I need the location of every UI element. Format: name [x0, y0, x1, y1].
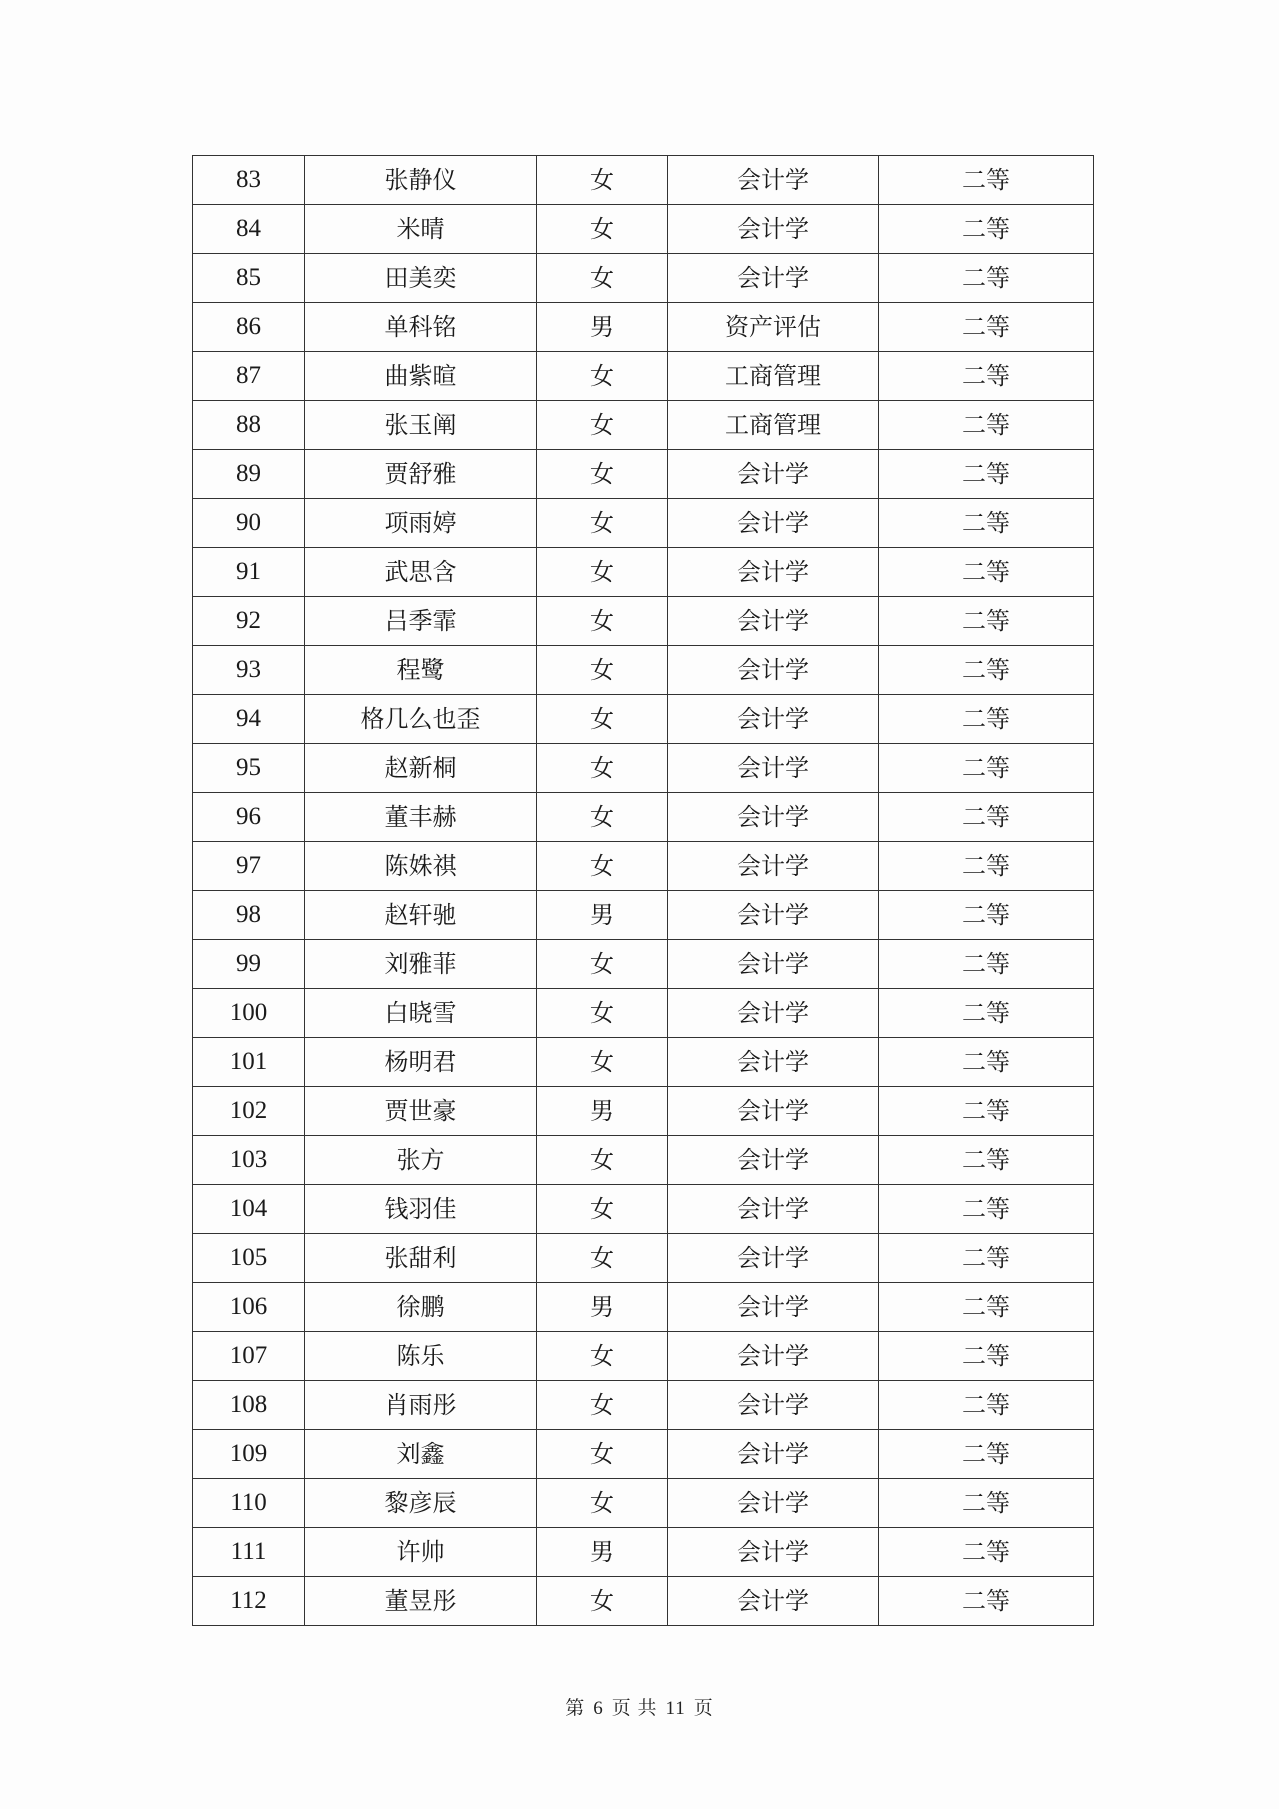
student-name-cell: 曲紫暄	[305, 352, 537, 401]
gender-cell: 男	[537, 891, 668, 940]
table-row	[193, 1528, 1094, 1577]
student-name-cell: 张静仪	[305, 156, 537, 205]
table-row	[193, 1234, 1094, 1283]
table-row	[193, 1430, 1094, 1479]
row-number-cell: 97	[193, 842, 305, 891]
gender-cell: 男	[537, 1283, 668, 1332]
award-level-cell: 二等	[879, 1087, 1094, 1136]
gender-cell: 女	[537, 205, 668, 254]
row-number-cell: 98	[193, 891, 305, 940]
student-name-cell: 米晴	[305, 205, 537, 254]
award-level-cell: 二等	[879, 1332, 1094, 1381]
major-cell: 会计学	[668, 1528, 879, 1577]
table-row	[193, 793, 1094, 842]
major-cell: 会计学	[668, 1332, 879, 1381]
row-number-cell: 100	[193, 989, 305, 1038]
award-level-cell: 二等	[879, 793, 1094, 842]
gender-cell: 女	[537, 744, 668, 793]
award-level-cell: 二等	[879, 597, 1094, 646]
award-level-cell: 二等	[879, 401, 1094, 450]
table-row	[193, 1185, 1094, 1234]
student-name-cell: 赵新桐	[305, 744, 537, 793]
row-number-cell: 102	[193, 1087, 305, 1136]
award-level-cell: 二等	[879, 1577, 1094, 1626]
student-name-cell: 格几么也歪	[305, 695, 537, 744]
student-name-cell: 张玉阐	[305, 401, 537, 450]
award-level-cell: 二等	[879, 254, 1094, 303]
student-name-cell: 张甜利	[305, 1234, 537, 1283]
table-row	[193, 499, 1094, 548]
major-cell: 会计学	[668, 1185, 879, 1234]
row-number-cell: 88	[193, 401, 305, 450]
gender-cell: 女	[537, 1577, 668, 1626]
table-row	[193, 450, 1094, 499]
student-name-cell: 刘鑫	[305, 1430, 537, 1479]
gender-cell: 女	[537, 1381, 668, 1430]
row-number-cell: 96	[193, 793, 305, 842]
award-level-cell: 二等	[879, 1430, 1094, 1479]
major-cell: 会计学	[668, 940, 879, 989]
gender-cell: 女	[537, 842, 668, 891]
gender-cell: 女	[537, 352, 668, 401]
gender-cell: 女	[537, 793, 668, 842]
row-number-cell: 109	[193, 1430, 305, 1479]
row-number-cell: 89	[193, 450, 305, 499]
student-name-cell: 刘雅菲	[305, 940, 537, 989]
major-cell: 会计学	[668, 1479, 879, 1528]
gender-cell: 女	[537, 646, 668, 695]
award-level-cell: 二等	[879, 1528, 1094, 1577]
row-number-cell: 86	[193, 303, 305, 352]
row-number-cell: 94	[193, 695, 305, 744]
gender-cell: 女	[537, 450, 668, 499]
table-row	[193, 303, 1094, 352]
student-name-cell: 陈乐	[305, 1332, 537, 1381]
major-cell: 工商管理	[668, 352, 879, 401]
row-number-cell: 108	[193, 1381, 305, 1430]
major-cell: 会计学	[668, 793, 879, 842]
table-row	[193, 254, 1094, 303]
major-cell: 会计学	[668, 597, 879, 646]
student-name-cell: 董丰赫	[305, 793, 537, 842]
major-cell: 会计学	[668, 695, 879, 744]
gender-cell: 女	[537, 156, 668, 205]
table-row	[193, 1332, 1094, 1381]
award-level-cell: 二等	[879, 352, 1094, 401]
gender-cell: 女	[537, 401, 668, 450]
gender-cell: 男	[537, 1087, 668, 1136]
student-name-cell: 项雨婷	[305, 499, 537, 548]
award-level-cell: 二等	[879, 156, 1094, 205]
table-row	[193, 597, 1094, 646]
row-number-cell: 91	[193, 548, 305, 597]
award-level-cell: 二等	[879, 989, 1094, 1038]
major-cell: 会计学	[668, 842, 879, 891]
gender-cell: 女	[537, 499, 668, 548]
table-row	[193, 1283, 1094, 1332]
row-number-cell: 106	[193, 1283, 305, 1332]
table-row	[193, 1479, 1094, 1528]
student-name-cell: 程鹭	[305, 646, 537, 695]
student-name-cell: 徐鹏	[305, 1283, 537, 1332]
table-row	[193, 1087, 1094, 1136]
award-level-cell: 二等	[879, 1283, 1094, 1332]
table-row	[193, 156, 1094, 205]
row-number-cell: 90	[193, 499, 305, 548]
student-name-cell: 田美奕	[305, 254, 537, 303]
row-number-cell: 92	[193, 597, 305, 646]
award-level-cell: 二等	[879, 303, 1094, 352]
student-name-cell: 武思含	[305, 548, 537, 597]
major-cell: 会计学	[668, 1283, 879, 1332]
major-cell: 会计学	[668, 1430, 879, 1479]
table-row	[193, 646, 1094, 695]
major-cell: 会计学	[668, 989, 879, 1038]
major-cell: 会计学	[668, 548, 879, 597]
major-cell: 会计学	[668, 744, 879, 793]
table-row	[193, 1038, 1094, 1087]
gender-cell: 女	[537, 548, 668, 597]
roster-body	[193, 156, 1094, 1626]
award-level-cell: 二等	[879, 646, 1094, 695]
student-name-cell: 赵轩驰	[305, 891, 537, 940]
footer-page-number: 6	[593, 1698, 604, 1719]
row-number-cell: 105	[193, 1234, 305, 1283]
gender-cell: 女	[537, 989, 668, 1038]
table-row	[193, 1577, 1094, 1626]
student-name-cell: 单科铭	[305, 303, 537, 352]
award-level-cell: 二等	[879, 499, 1094, 548]
gender-cell: 男	[537, 1528, 668, 1577]
gender-cell: 女	[537, 597, 668, 646]
gender-cell: 女	[537, 1038, 668, 1087]
footer-suffix: 页	[693, 1698, 714, 1719]
student-name-cell: 贾世豪	[305, 1087, 537, 1136]
gender-cell: 女	[537, 254, 668, 303]
award-level-cell: 二等	[879, 548, 1094, 597]
student-name-cell: 许帅	[305, 1528, 537, 1577]
award-level-cell: 二等	[879, 1136, 1094, 1185]
row-number-cell: 107	[193, 1332, 305, 1381]
major-cell: 会计学	[668, 646, 879, 695]
row-number-cell: 99	[193, 940, 305, 989]
table-row	[193, 695, 1094, 744]
row-number-cell: 93	[193, 646, 305, 695]
student-name-cell: 钱羽佳	[305, 1185, 537, 1234]
gender-cell: 女	[537, 1234, 668, 1283]
major-cell: 工商管理	[668, 401, 879, 450]
major-cell: 会计学	[668, 1136, 879, 1185]
table-row	[193, 842, 1094, 891]
award-level-cell: 二等	[879, 1185, 1094, 1234]
gender-cell: 女	[537, 1332, 668, 1381]
student-name-cell: 陈姝祺	[305, 842, 537, 891]
gender-cell: 女	[537, 1430, 668, 1479]
award-level-cell: 二等	[879, 1038, 1094, 1087]
gender-cell: 女	[537, 1479, 668, 1528]
award-level-cell: 二等	[879, 940, 1094, 989]
award-level-cell: 二等	[879, 450, 1094, 499]
major-cell: 会计学	[668, 450, 879, 499]
student-name-cell: 张方	[305, 1136, 537, 1185]
student-name-cell: 白晓雪	[305, 989, 537, 1038]
row-number-cell: 85	[193, 254, 305, 303]
major-cell: 会计学	[668, 156, 879, 205]
row-number-cell: 87	[193, 352, 305, 401]
gender-cell: 女	[537, 1185, 668, 1234]
award-level-cell: 二等	[879, 891, 1094, 940]
table-row	[193, 744, 1094, 793]
page-footer	[0, 1693, 1279, 1720]
major-cell: 会计学	[668, 1577, 879, 1626]
table-row	[193, 1136, 1094, 1185]
gender-cell: 女	[537, 940, 668, 989]
table-row	[193, 891, 1094, 940]
row-number-cell: 112	[193, 1577, 305, 1626]
row-number-cell: 84	[193, 205, 305, 254]
table-row	[193, 940, 1094, 989]
award-level-cell: 二等	[879, 1234, 1094, 1283]
award-level-cell: 二等	[879, 744, 1094, 793]
gender-cell: 女	[537, 1136, 668, 1185]
student-name-cell: 肖雨彤	[305, 1381, 537, 1430]
major-cell: 会计学	[668, 1087, 879, 1136]
award-roster-table	[192, 155, 1094, 1626]
award-level-cell: 二等	[879, 842, 1094, 891]
student-name-cell: 董昱彤	[305, 1577, 537, 1626]
row-number-cell: 83	[193, 156, 305, 205]
row-number-cell: 95	[193, 744, 305, 793]
table-row	[193, 548, 1094, 597]
student-name-cell: 吕季霏	[305, 597, 537, 646]
gender-cell: 男	[537, 303, 668, 352]
major-cell: 会计学	[668, 1038, 879, 1087]
award-level-cell: 二等	[879, 205, 1094, 254]
table-row	[193, 205, 1094, 254]
table-row	[193, 401, 1094, 450]
student-name-cell: 贾舒雅	[305, 450, 537, 499]
student-name-cell: 黎彦辰	[305, 1479, 537, 1528]
footer-middle: 页 共	[611, 1698, 658, 1719]
major-cell: 会计学	[668, 254, 879, 303]
major-cell: 会计学	[668, 891, 879, 940]
row-number-cell: 110	[193, 1479, 305, 1528]
gender-cell: 女	[537, 695, 668, 744]
student-name-cell: 杨明君	[305, 1038, 537, 1087]
major-cell: 资产评估	[668, 303, 879, 352]
row-number-cell: 111	[193, 1528, 305, 1577]
major-cell: 会计学	[668, 205, 879, 254]
row-number-cell: 101	[193, 1038, 305, 1087]
table-row	[193, 1381, 1094, 1430]
row-number-cell: 104	[193, 1185, 305, 1234]
table-row	[193, 352, 1094, 401]
major-cell: 会计学	[668, 1381, 879, 1430]
award-level-cell: 二等	[879, 1381, 1094, 1430]
award-level-cell: 二等	[879, 1479, 1094, 1528]
major-cell: 会计学	[668, 1234, 879, 1283]
footer-prefix: 第	[565, 1698, 586, 1719]
footer-total-pages: 11	[665, 1698, 686, 1719]
row-number-cell: 103	[193, 1136, 305, 1185]
table-row	[193, 989, 1094, 1038]
award-level-cell: 二等	[879, 695, 1094, 744]
major-cell: 会计学	[668, 499, 879, 548]
